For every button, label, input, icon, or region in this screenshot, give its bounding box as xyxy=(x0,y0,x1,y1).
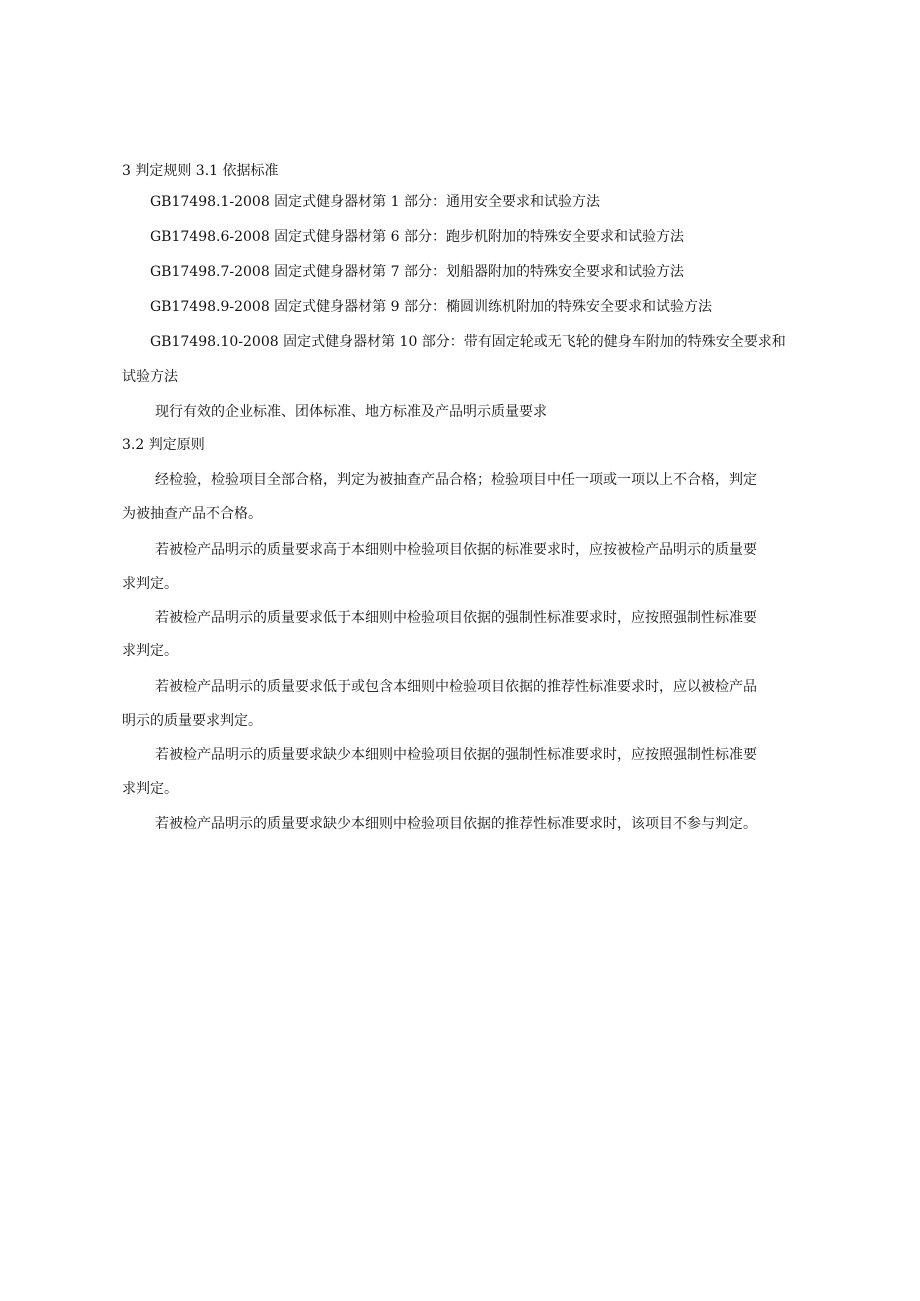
paragraph-line: 若被检产品明示的质量要求缺少本细则中检验项目依据的强制性标准要求时，应按照强制性标准要 xyxy=(155,747,757,763)
paragraph-line: 为被抽查产品不合格。 xyxy=(122,506,262,522)
other-standards-text: 现行有效的企业标准、团体标准、地方标准及产品明示质量要求 xyxy=(155,404,547,420)
paragraph-line: 求判定。 xyxy=(122,643,178,659)
section-3-2-heading: 3.2 判定原则 xyxy=(122,437,205,453)
standard-item: GB17498.10-2008 固定式健身器材第 10 部分：带有固定轮或无飞轮的健身车附加的特殊安全要求和 xyxy=(150,334,786,350)
paragraph-line: 求判定。 xyxy=(122,781,178,797)
standard-item: GB17498.7-2008 固定式健身器材第 7 部分：划船器附加的特殊安全要求和试验方法 xyxy=(150,264,684,280)
paragraph-line: 若被检产品明示的质量要求低于本细则中检验项目依据的强制性标准要求时，应按照强制性标准要 xyxy=(155,610,757,626)
standard-item-continuation: 试验方法 xyxy=(122,369,178,385)
paragraph-line: 明示的质量要求判定。 xyxy=(122,713,262,729)
standard-item: GB17498.1-2008 固定式健身器材第 1 部分：通用安全要求和试验方法 xyxy=(150,194,600,210)
paragraph-line: 若被检产品明示的质量要求高于本细则中检验项目依据的标准要求时，应按被检产品明示的质量要 xyxy=(155,542,757,558)
paragraph-line: 求判定。 xyxy=(122,576,178,592)
section-3-heading: 3 判定规则 3.1 依据标准 xyxy=(122,163,279,179)
standard-item: GB17498.6-2008 固定式健身器材第 6 部分：跑步机附加的特殊安全要求和试验方法 xyxy=(150,229,684,245)
paragraph-line: 经检验，检验项目全部合格，判定为被抽查产品合格；检验项目中任一项或一项以上不合格，判定 xyxy=(155,472,757,488)
paragraph-line: 若被检产品明示的质量要求缺少本细则中检验项目依据的推荐性标准要求时，该项目不参与判定。 xyxy=(155,816,757,832)
paragraph-line: 若被检产品明示的质量要求低于或包含本细则中检验项目依据的推荐性标准要求时，应以被检产品 xyxy=(155,679,757,695)
standard-item: GB17498.9-2008 固定式健身器材第 9 部分：椭圆训练机附加的特殊安全要求和试验方法 xyxy=(150,299,712,315)
